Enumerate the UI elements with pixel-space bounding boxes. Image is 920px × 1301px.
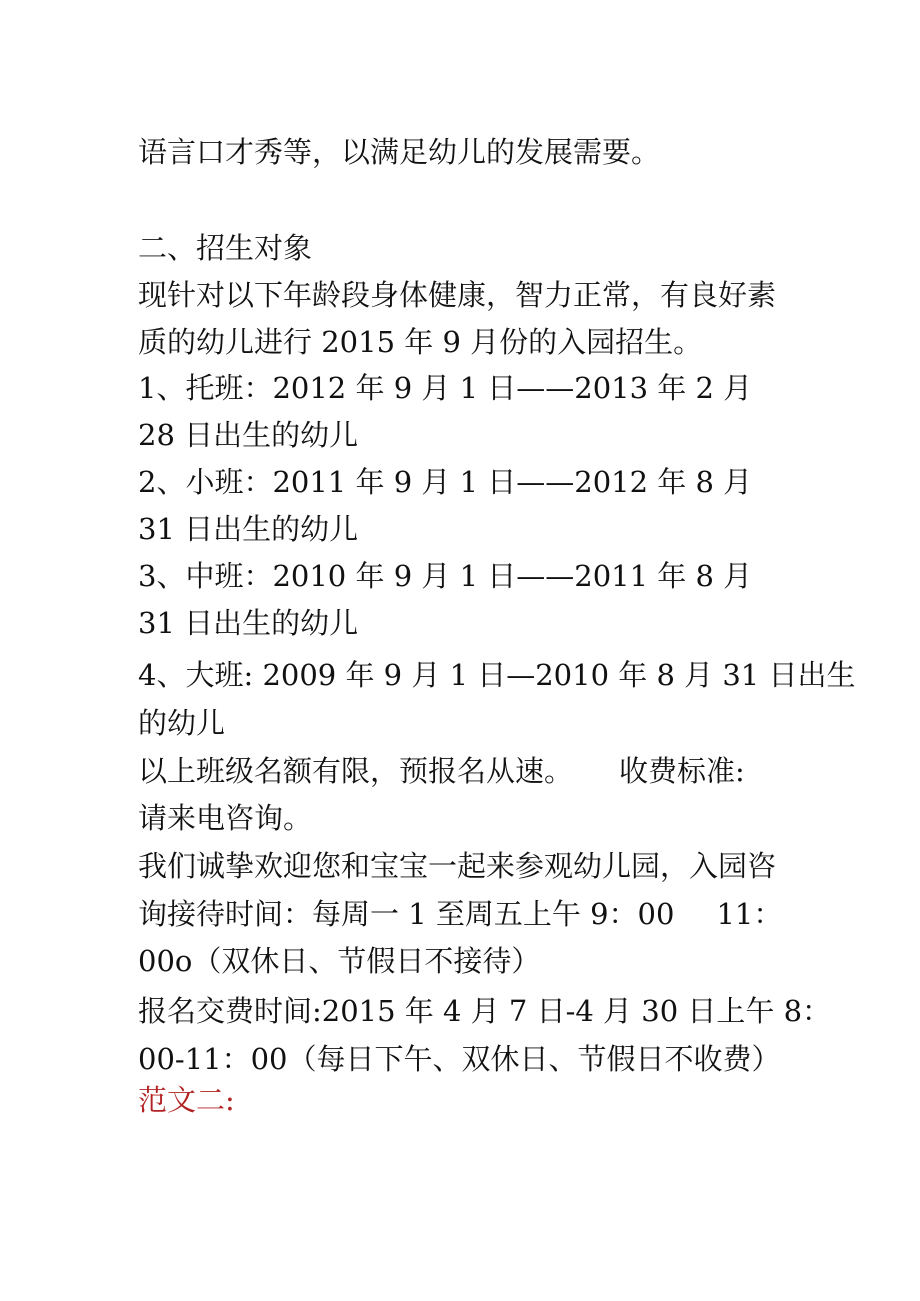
fee-line xyxy=(138,751,798,791)
visit-hours-text: 询接待时间：每周一 1 至周五上午 9：00 xyxy=(138,897,675,931)
list-item: 3、中班：2010 年 9 月 1 日——2011 年 8 月 xyxy=(138,559,753,593)
text-line: 00o（双休日、节假日不接待） xyxy=(138,944,541,978)
visit-hours-end: 11： xyxy=(716,897,783,931)
list-item: 4、大班: 2009 年 9 月 1 日—2010 年 8 月 31 日出生 xyxy=(138,658,856,692)
text-line: 00-11：00（每日下午、双休日、节假日不收费） xyxy=(138,1042,781,1076)
text-line: 语言口才秀等，以满足幼儿的发展需要。 xyxy=(138,135,661,169)
text-line: 我们诚挚欢迎您和宝宝一起来参观幼儿园，入园咨 xyxy=(138,849,777,883)
visit-hours-line xyxy=(138,894,798,934)
list-item-continuation: 31 日出生的幼儿 xyxy=(138,606,359,640)
fee-label: 收费标准: xyxy=(619,754,745,788)
list-item-continuation: 的幼儿 xyxy=(138,706,226,740)
text-line: 报名交费时间:2015 年 4 月 7 日-4 月 30 日上午 8： xyxy=(138,994,832,1028)
fee-value: 请来电咨询。 xyxy=(138,801,313,835)
list-item-continuation: 31 日出生的幼儿 xyxy=(138,512,359,546)
sample-heading: 范文二: xyxy=(138,1083,235,1117)
text-line: 现针对以下年龄段身体健康，智力正常，有良好素 xyxy=(138,278,777,312)
list-item-continuation: 28 日出生的幼儿 xyxy=(138,418,359,452)
text-line: 质的幼儿进行 2015 年 9 月份的入园招生。 xyxy=(138,325,703,359)
list-item: 1、托班：2012 年 9 月 1 日——2013 年 2 月 xyxy=(138,371,753,405)
section-heading: 二、招生对象 xyxy=(138,231,313,265)
list-item: 2、小班：2011 年 9 月 1 日——2012 年 8 月 xyxy=(138,465,753,499)
limit-text: 以上班级名额有限，预报名从速。 xyxy=(138,754,574,788)
